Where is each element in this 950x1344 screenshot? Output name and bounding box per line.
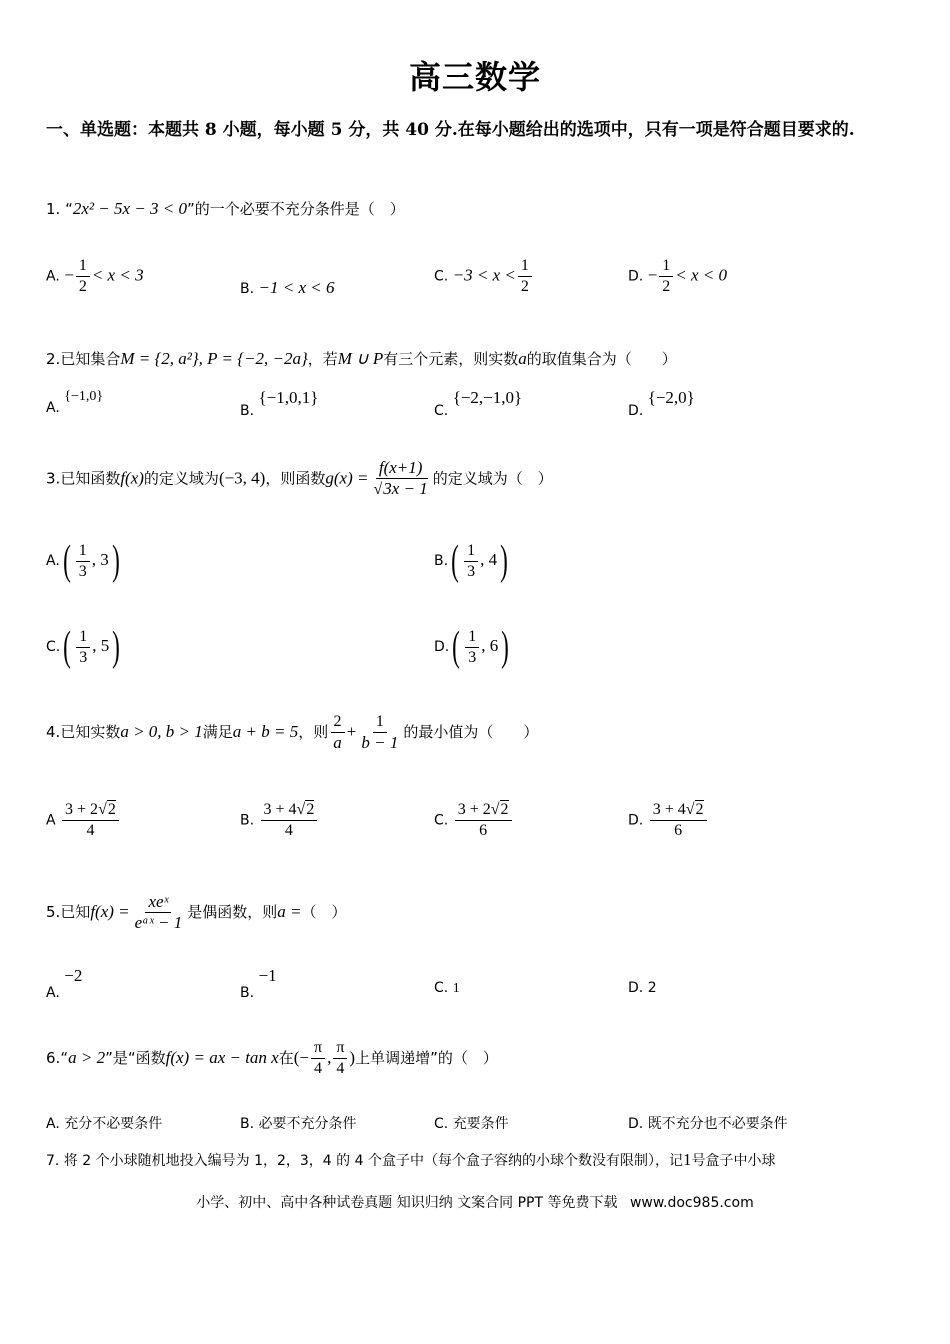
fraction: $\frac{1}{2}$ [659,256,673,297]
question-6: 6.“a > 2”是“函数f(x) = ax − tan x在(− $\frac{\pi}{4}$ , $\frac{\pi}{4}$ )上单调递增”的（ ） [46,1039,498,1077]
option-a[interactable]: A. −2 [46,966,83,1001]
option-a[interactable]: A.( $\frac{1}{3}$ , 3) [46,538,120,584]
question-7: 7. 将 2 个小球随机地投入编号为 1，2，3，4 的 4 个盒子中（每个盒子容纳的小球个数没有限制），记1号盒子中小球 [46,1150,776,1169]
question-number: 1. [46,200,61,218]
option-c[interactable]: C. {−2,−1,0} [434,388,523,419]
option-b[interactable]: B. $\frac{3 + 4√2}{4}$ [240,800,319,841]
section-heading: 一、单选题：本题共 8 小题，每小题 5 分，共 40 分.在每小题给出的选项中，只有一项是符合题目要求的. [46,120,855,140]
question-3: 3.已知函数f(x)的定义域为(−3, 4)，则函数g(x) = $\frac{f(x+1)}{√3x - 1}$ 的定义域为（ ） [46,458,553,498]
question-number: 4. [46,723,61,741]
option-c[interactable]: C. 充要条件 [434,1116,509,1132]
option-c[interactable]: C. 1 [434,980,460,996]
footer-link[interactable]: www.doc985.com [629,1195,754,1211]
option-a[interactable]: A $\frac{3 + 2√2}{4}$ [46,800,121,841]
option-c[interactable]: C.( $\frac{1}{3}$ , 5) [46,624,121,670]
question-number: 6. [46,1049,61,1067]
option-a[interactable]: A. {−1,0} [46,389,104,416]
fraction: $\frac{1}{2}$ [76,256,90,297]
option-d[interactable]: D. 既不充分也不必要条件 [628,1116,788,1132]
footer [0,1192,950,1212]
option-b[interactable]: B. −1 [240,966,277,1001]
fraction: $\frac{1}{2}$ [518,256,532,297]
option-d[interactable]: D.( $\frac{1}{3}$ , 6) [434,624,510,670]
math-expression: 2x² − 5x − 3 < 0 [72,199,187,218]
option-a[interactable]: A. − $\frac{1}{2}$ < x < 3 [46,257,144,295]
option-b[interactable]: B.( $\frac{1}{3}$ , 4) [434,538,508,584]
question-2: 2.已知集合M = {2, a²}, P = {−2, −2a}，若M ∪ P有三个元素，则实数a的取值集合为（ ） [46,349,677,368]
question-5: 5.已知f(x) = $\frac{\text{xeˣ}}{\text{eᵃˣ − 1}}$ 是偶函数，则a =（ ） [46,892,347,932]
option-d[interactable]: D. 2 [628,980,657,996]
fraction: $\frac{f(x+1)}{√3x - 1}$ [373,458,428,498]
question-number: 5. [46,903,61,921]
option-d[interactable]: D. {−2,0} [628,388,695,419]
footer-text: 小学、初中、高中各种试卷真题 知识归纳 文案合同 PPT 等免费下载 [196,1195,618,1211]
option-b[interactable]: B. −1 < x < 6 [240,278,335,297]
page-title: 高三数学 [408,58,541,96]
option-c[interactable]: C. $\frac{3 + 2√2}{6}$ [434,800,514,841]
option-a[interactable]: A. 充分不必要条件 [46,1116,163,1132]
option-b[interactable]: B. 必要不充分条件 [240,1116,357,1132]
option-c[interactable]: C. −3 < x < $\frac{1}{2}$ [434,256,534,297]
question-number: 2. [46,350,61,368]
option-d[interactable]: D. − $\frac{1}{2}$ < x < 0 [628,257,728,295]
question-number: 3. [46,469,61,488]
option-b[interactable]: B. {−1,0,1} [240,388,319,419]
option-d[interactable]: D. $\frac{3 + 4√2}{6}$ [628,800,709,841]
question-1: 1. “2x² − 5x − 3 < 0”的一个必要不充分条件是（ ） [46,199,405,218]
question-4: 4.已知实数a > 0, b > 1满足a + b = 5，则 $\frac{2}{a}$ + $\frac{1}{b - 1}$ 的最小值为（ ） [46,713,539,752]
